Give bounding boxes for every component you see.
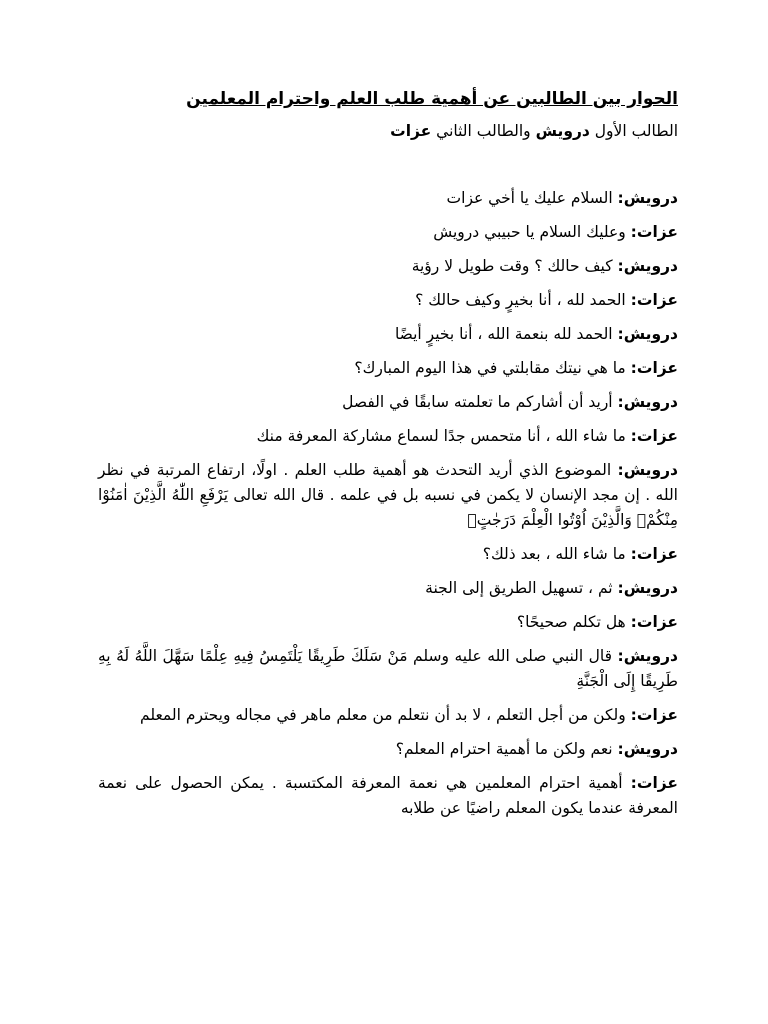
dialogue-text: أريد أن أشاركم ما تعلمته سابقًا في الفصل	[342, 393, 618, 411]
dialogue-text: الحمد لله ، أنا بخيرٍ وكيف حالك ؟	[415, 291, 631, 309]
dialogue-line	[98, 458, 678, 533]
dialogue-text: وعليك السلام يا حبيبي درويش	[433, 223, 631, 241]
dialogue-line	[98, 186, 678, 211]
dialogue-text: ولكن من أجل التعلم ، لا بد أن نتعلم من معلم ماهر في مجاله ويحترم المعلم	[140, 706, 631, 724]
dialogue-line	[98, 703, 678, 728]
document-page	[98, 86, 678, 830]
dialogue-line	[98, 737, 678, 762]
speaker-name: عزات:	[630, 223, 678, 241]
speaker-name: درويش:	[617, 257, 678, 275]
dialogue-text: ثم ، تسهيل الطريق إلى الجنة	[425, 579, 618, 597]
dialogue-text: ما هي نيتك مقابلتي في هذا اليوم المبارك؟	[354, 359, 631, 377]
speaker-name: درويش:	[617, 325, 678, 343]
dialogue-line	[98, 542, 678, 567]
dialogue-text: ما شاء الله ، بعد ذلك؟	[482, 545, 631, 563]
dialogue-line	[98, 390, 678, 415]
dialogue-line	[98, 771, 678, 821]
dialogue-text: السلام عليك يا أخي عزات	[446, 189, 618, 207]
speaker-name: عزات:	[630, 706, 678, 724]
student-name-2: عزات	[390, 122, 432, 140]
intro-text-2: والطالب الثاني	[431, 122, 536, 140]
speaker-name: درويش:	[617, 647, 678, 665]
document-title: الحوار بين الطالبين عن أهمية طلب العلم واحترام المعلمين	[186, 89, 678, 109]
dialogue-text: الموضوع الذي أريد التحدث هو أهمية طلب العلم . اولًا، ارتفاع المرتبة في نظر الله . إن مجد الإنسان لا يكمن في نسبه بل في علمه . قال الله تعالى يَرْفَعِ اللّٰهُ الَّذِيْنَ اٰمَنُوْا مِنْكُمْۙ وَالَّذِيْنَ اُوْتُوا الْعِلْمَ دَرَجٰتٍۗ	[98, 461, 678, 529]
dialogue-text: أهمية احترام المعلمين هي نعمة المعرفة المكتسبة . يمكن الحصول على نعمة المعرفة عندما يكون المعلم راضيًا عن طلابه	[98, 774, 678, 817]
dialogue-line	[98, 424, 678, 449]
dialogue-text: قال النبي صلى الله عليه وسلم مَنْ سَلَكَ طَرِيقًا يَلْتَمِسُ فِيهِ عِلْمًا سَهَّلَ اللَّهُ لَهُ بِهِ طَرِيقًا إِلَى الْجَنَّةِ	[98, 647, 678, 690]
speaker-name: درويش:	[617, 189, 678, 207]
dialogue-text: الحمد لله بنعمة الله ، أنا بخيرٍ أيضًا	[394, 325, 618, 343]
dialogue-line	[98, 220, 678, 245]
dialogue-line	[98, 254, 678, 279]
speaker-name: عزات:	[630, 545, 678, 563]
student-name-1: درويش	[535, 122, 590, 140]
dialogue-text: نعم ولكن ما أهمية احترام المعلم؟	[395, 740, 618, 758]
dialogue-line	[98, 322, 678, 347]
speaker-name: عزات:	[630, 427, 678, 445]
speaker-name: درويش:	[617, 461, 678, 479]
dialogue-text: ما شاء الله ، أنا متحمس جدًا لسماع مشاركة المعرفة منك	[256, 427, 631, 445]
intro-text-1: الطالب الأول	[589, 122, 678, 140]
intro-line	[98, 118, 678, 144]
speaker-name: عزات:	[630, 359, 678, 377]
speaker-name: عزات:	[630, 613, 678, 631]
speaker-name: درويش:	[617, 393, 678, 411]
dialogue-line	[98, 610, 678, 635]
dialogue-line	[98, 644, 678, 694]
speaker-name: عزات:	[630, 291, 678, 309]
dialogue-line	[98, 356, 678, 381]
dialogue-text: كيف حالك ؟ وقت طويل لا رؤية	[411, 257, 618, 275]
dialogue-line	[98, 288, 678, 313]
dialogue-text: هل تكلم صحيحًا؟	[516, 613, 631, 631]
speaker-name: درويش:	[617, 579, 678, 597]
speaker-name: عزات:	[630, 774, 678, 792]
dialogue-line	[98, 576, 678, 601]
speaker-name: درويش:	[617, 740, 678, 758]
